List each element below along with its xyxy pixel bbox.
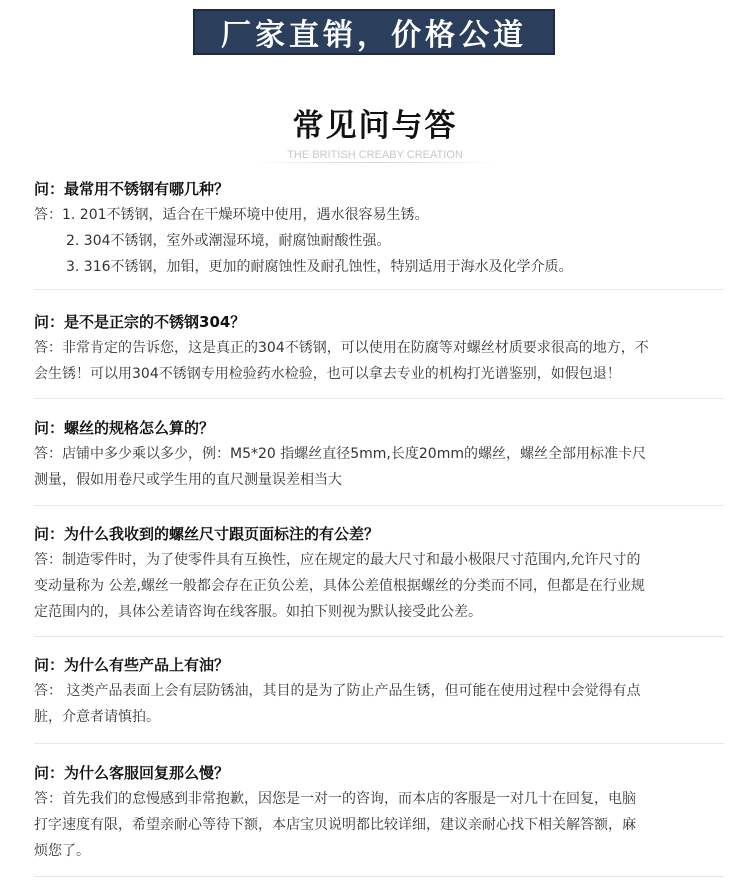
answer-line: 烦您了。 — [34, 843, 90, 859]
faq-divider — [34, 505, 724, 506]
faq-item-6 — [34, 760, 724, 864]
answer-line: 打字速度有限，希望亲耐心等待下额，本店宝贝说明都比较详细，建议亲耐心找下相关解答额，麻 — [34, 817, 636, 833]
faq-answer — [34, 678, 724, 730]
faq-answer — [34, 335, 724, 387]
faq-question: 问：为什么客服回复那么慢？ — [34, 764, 230, 782]
answer-line: 答：非常肯定的告诉您，这是真正的304不锈钢，可以使用在防腐等对螺丝材质要求很高的地方，不 — [34, 340, 649, 356]
faq-answer — [34, 202, 724, 280]
header-banner-area — [0, 0, 750, 70]
answer-line: 答：店铺中多少乘以多少，例：M5*20 指螺丝直径5mm,长度20mm的螺丝，螺丝全部用标准卡尺 — [34, 446, 646, 462]
answer-line: 3. 316不锈钢，加钼，更加的耐腐蚀性及耐孔蚀性，特别适用于海水及化学介质。 — [66, 259, 573, 275]
faq-item-3 — [34, 415, 724, 493]
faq-item-1 — [34, 176, 724, 280]
answer-line: 答： 这类产品表面上会有层防锈油，其目的是为了防止产品生锈，但可能在使用过程中会觉得有点 — [34, 683, 641, 699]
answer-line: 会生锈！可以用304不锈钢专用检验药水检验，也可以拿去专业的机构打光谱鉴别，如假包退！ — [34, 366, 621, 382]
banner-text: 厂家直销，价格公道 — [221, 18, 527, 53]
subtitle-underline — [250, 162, 500, 163]
answer-line: 定范围内的，具体公差请咨询在线客服。如拍下则视为默认接受此公差。 — [34, 604, 482, 620]
faq-item-4 — [34, 521, 724, 625]
faq-answer — [34, 441, 724, 493]
faq-answer — [34, 547, 724, 625]
faq-divider — [34, 289, 724, 290]
promo-banner — [193, 9, 555, 55]
answer-line: 2. 304不锈钢，室外或潮湿环境，耐腐蚀耐酸性强。 — [66, 233, 391, 249]
answer-line: 变动量称为 公差,螺丝一般都会存在正负公差，具体公差值根据螺丝的分类而不同，但都是在行业规 — [34, 578, 645, 594]
section-subtitle: THE BRITISH CREABY CREATION — [287, 149, 463, 161]
faq-item-5 — [34, 652, 724, 730]
answer-line: 答：1. 201不锈钢，适合在干燥环境中使用，遇水很容易生锈。 — [34, 207, 429, 223]
faq-divider — [34, 636, 724, 637]
faq-question: 问：为什么有些产品上有油？ — [34, 656, 230, 674]
faq-divider — [34, 743, 724, 744]
answer-line: 测量，假如用卷尺或学生用的直尺测量误差相当大 — [34, 472, 342, 488]
faq-divider — [34, 398, 724, 399]
faq-question: 问：最常用不锈钢有哪几种？ — [34, 180, 230, 198]
faq-divider — [34, 876, 724, 877]
answer-line: 答：首先我们的怠慢感到非常抱歉，因您是一对一的咨询，而本店的客服是一对几十在回复，电脑 — [34, 791, 636, 807]
faq-answer — [34, 786, 724, 864]
section-title: 常见问与答 — [292, 108, 458, 144]
faq-question: 问：是不是正宗的不锈钢304？ — [34, 313, 246, 331]
answer-line: 答：制造零件时，为了使零件具有互换性，应在规定的最大尺寸和最小极限尺寸范围内,允许尺寸的 — [34, 552, 641, 568]
faq-question: 问：为什么我收到的螺丝尺寸跟页面标注的有公差？ — [34, 525, 380, 543]
answer-line: 脏，介意者请慎拍。 — [34, 709, 160, 725]
faq-question: 问：螺丝的规格怎么算的？ — [34, 419, 215, 437]
faq-item-2 — [34, 309, 724, 387]
